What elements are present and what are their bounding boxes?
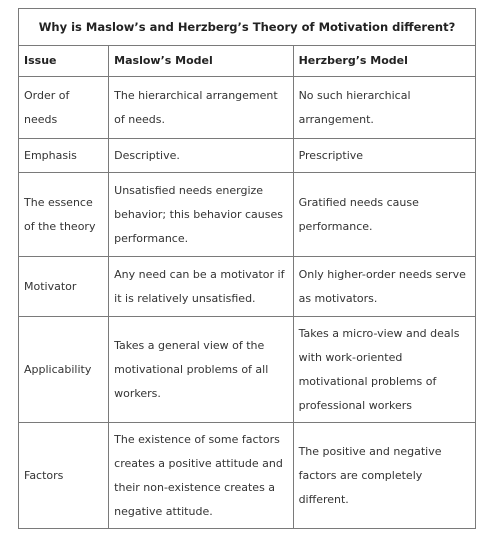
cell-issue: Emphasis: [19, 139, 109, 173]
cell-herzberg: Only higher-order needs serve as motivators.: [293, 257, 475, 317]
table-row: [19, 423, 476, 529]
table-row: [19, 77, 476, 139]
cell-issue: Order of needs: [19, 77, 109, 139]
cell-herzberg: Takes a micro-view and deals with work-oriented motivational problems of professional workers: [293, 317, 475, 423]
comparison-table: [18, 8, 476, 529]
cell-maslow: The hierarchical arrangement of needs.: [109, 77, 293, 139]
cell-issue: The essence of the theory: [19, 173, 109, 257]
cell-herzberg: No such hierarchical arrangement.: [293, 77, 475, 139]
table-header-row: [19, 46, 476, 77]
cell-issue: Factors: [19, 423, 109, 529]
cell-herzberg: Prescriptive: [293, 139, 475, 173]
table-title-row: [19, 9, 476, 46]
cell-issue: Applicability: [19, 317, 109, 423]
cell-herzberg: The positive and negative factors are completely different.: [293, 423, 475, 529]
header-issue: Issue: [19, 46, 109, 77]
cell-maslow: Any need can be a motivator if it is relatively unsatisfied.: [109, 257, 293, 317]
header-maslow-model: Maslow’s Model: [109, 46, 293, 77]
cell-maslow: The existence of some factors creates a positive attitude and their non-existence creates a negative attitude.: [109, 423, 293, 529]
table-title: Why is Maslow’s and Herzberg’s Theory of Motivation different?: [19, 9, 476, 46]
cell-maslow: Unsatisfied needs energize behavior; this behavior causes performance.: [109, 173, 293, 257]
cell-maslow: Descriptive.: [109, 139, 293, 173]
cell-issue: Motivator: [19, 257, 109, 317]
table-row: [19, 317, 476, 423]
table-row: [19, 173, 476, 257]
cell-maslow: Takes a general view of the motivational problems of all workers.: [109, 317, 293, 423]
comparison-table-container: [18, 8, 476, 529]
table-row: [19, 139, 476, 173]
header-herzberg-model: Herzberg’s Model: [293, 46, 475, 77]
cell-herzberg: Gratified needs cause performance.: [293, 173, 475, 257]
table-row: [19, 257, 476, 317]
